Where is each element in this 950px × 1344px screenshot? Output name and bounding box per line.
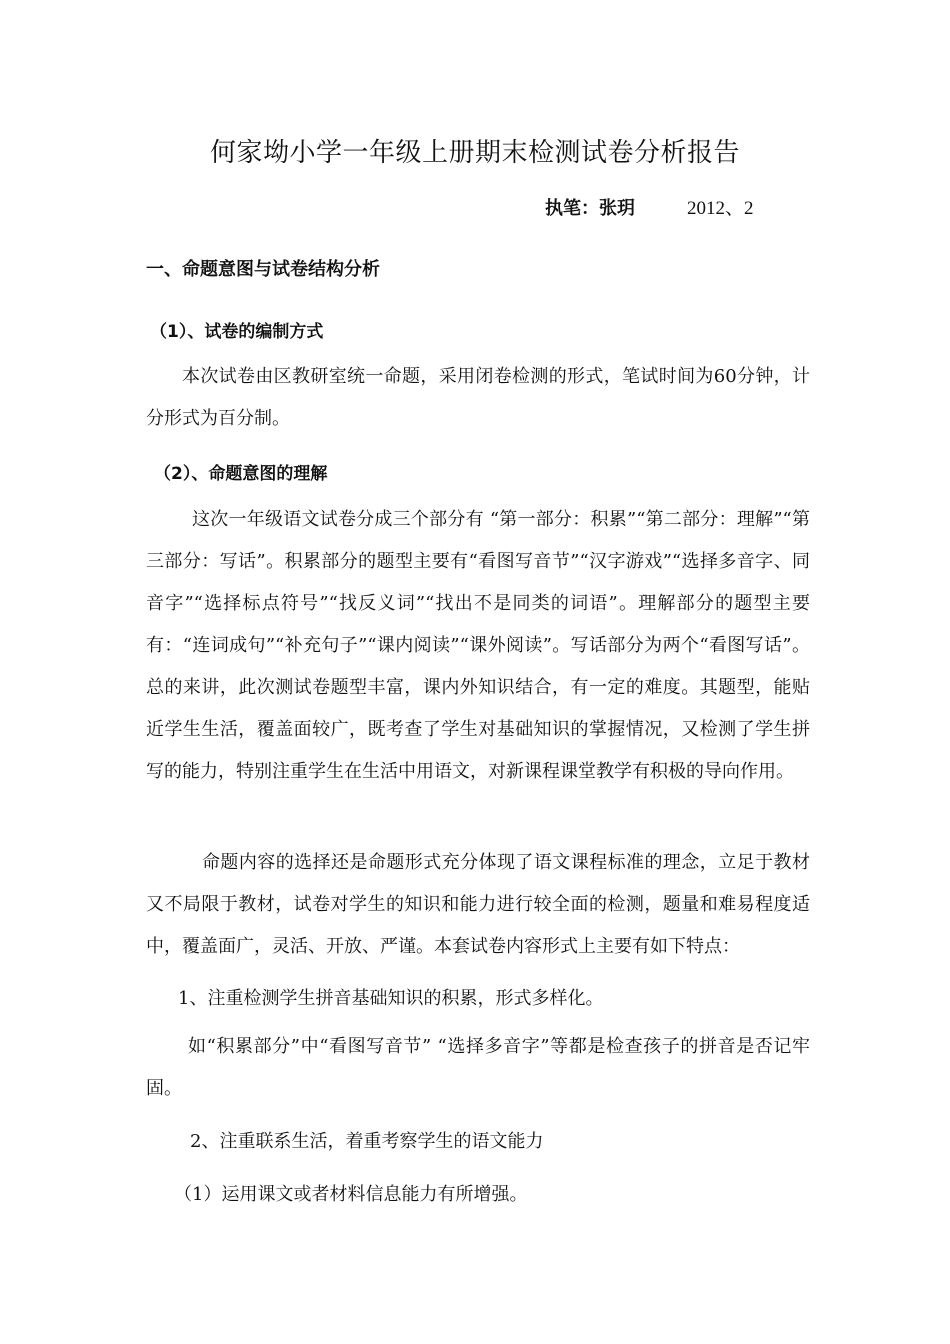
- point-2-heading: 2、注重联系生活，着重考察学生的语文能力: [190, 1131, 544, 1152]
- section-heading-1: 一、命题意图与试卷结构分析: [146, 259, 380, 280]
- document-title: 何家坳小学一年级上册期末检测试卷分析报告: [209, 138, 740, 168]
- byline-author: 执笔：张玥: [545, 198, 635, 219]
- paragraph-compilation-method: 本次试卷由区教研室统一命题，采用闭卷检测的形式，笔试时间为60分钟，计分形式为百分制。: [146, 366, 810, 429]
- subsection-heading-2: （2）、命题意图的理解: [154, 464, 328, 484]
- point-1-paragraph: 如“积累部分”中“看图写音节” “选择多音字”等都是检查孩子的拼音是否记牢固。: [146, 1036, 810, 1099]
- paragraph-intent-2: 命题内容的选择还是命题形式充分体现了语文课程标准的理念，立足于教材又不局限于教材，试卷对学生的知识和能力进行较全面的检测，题量和难易程度适中，覆盖面广，灵活、开放、严谨。本套试卷内容形式上主要有如下特点：: [146, 852, 810, 957]
- paragraph-intent-1: 这次一年级语文试卷分成三个部分有 “第一部分：积累”“第二部分：理解”“第三部分：写话”。积累部分的题型主要有“看图写音节”“汉字游戏”“选择多音字、同音字”“选择标点符号”“找反义词”“找出不是同类的词语”。理解部分的题型主要有：“连词成句”“补充句子”“课内阅读”“课外阅读”。写话部分为两个“看图写话”。总的来讲，此次测试卷题型丰富，课内外知识结合，有一定的难度。其题型，能贴近学生生活，覆盖面较广，既考查了学生对基础知识的掌握情况，又检测了学生拼写的能力，特别注重学生在生活中用语文，对新课程课堂教学有积极的导向作用。: [146, 509, 810, 782]
- byline-date: 2012、2: [687, 198, 754, 219]
- subsection-heading-1: （1）、试卷的编制方式: [150, 322, 324, 342]
- byline: [545, 193, 754, 220]
- point-2-subitem-1: （1）运用课文或者材料信息能力有所增强。: [174, 1184, 528, 1205]
- point-1-heading: 1、注重检测学生拼音基础知识的积累，形式多样化。: [178, 988, 604, 1009]
